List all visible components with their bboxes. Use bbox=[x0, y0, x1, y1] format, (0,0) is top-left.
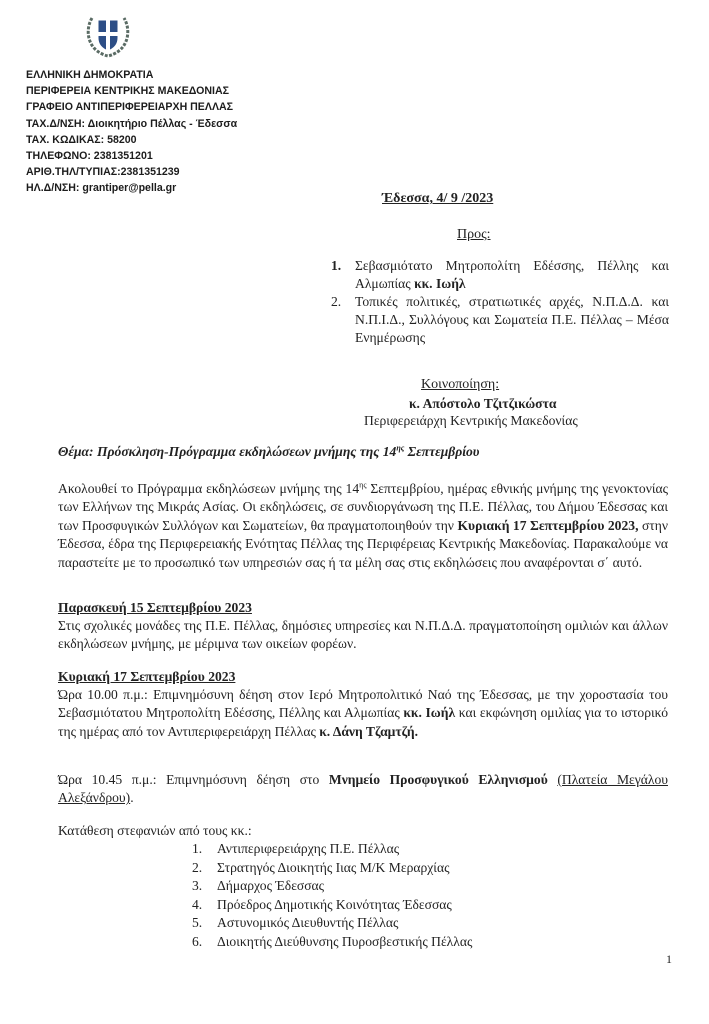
event2-space bbox=[548, 772, 558, 787]
wreath-number: 2. bbox=[192, 859, 203, 875]
wreath-item bbox=[192, 859, 472, 878]
header-address: ΤΑΧ.Δ/ΝΣΗ: Διοικητήριο Πέλλας - Έδεσσα bbox=[26, 117, 238, 130]
intro-text-1: Ακολουθεί το Πρόγραμμα εκδηλώσεων μνήμης της 14 bbox=[58, 481, 360, 496]
subject-suffix: Σεπτεμβρίου bbox=[404, 444, 480, 459]
wreath-text: Πρόεδρος Δημοτικής Κοινότητας Έδεσσας bbox=[217, 896, 452, 912]
wreath-text: Στρατηγός Διοικητής Ιιας Μ/Κ Μεραρχίας bbox=[217, 859, 450, 875]
intro-text-3: στην Έδεσσα, έδρα της Περιφερειακής Ενότητας Πέλλας της Περιφέρειας Κεντρικής Μακεδονίας. Παρακαλούμε να παραστείτε με το προσωπικό των υπηρεσιών σας ή τα μέλη σας στις εκδηλώσεις που αναφέρονται σ΄ αυτό. bbox=[58, 517, 668, 570]
recipient-text: Σεβασμιότατο Μητροπολίτη Εδέσσης, Πέλλης και Αλμωπίας bbox=[355, 258, 669, 291]
subject-sup: ης bbox=[396, 443, 405, 453]
intro-text-2: Σεπτεμβρίου, ημέρας εθνικής μνήμης της γενοκτονίας των Ελλήνων της Μικράς Ασίας. Οι εκδηλώσεις, σε συνδιοργάνωση της Π.Ε. Πέλλας, του Δήμου Έδεσσας και των Προσφυγικών Συλλόγων και Σωματείων, θα πραγματοποιηθούν την bbox=[58, 481, 668, 533]
event1-bold-1: κκ. Ιωήλ bbox=[403, 705, 456, 721]
wreath-text: Αστυνομικός Διευθυντής Πέλλας bbox=[217, 915, 399, 931]
recipient-number: 1. bbox=[331, 258, 342, 273]
event1-text-1: Ώρα 10.00 π.μ.: Επιμνημόσυνη δέηση στον Ιερό Μητροπολιτικό Ναό της Έδεσσας, με την χοροστασία του Σεβασμιότατου Μητροπολίτη Εδέσσης, Πέλλης και Αλμωπίας bbox=[58, 687, 668, 721]
sender-header bbox=[26, 67, 237, 197]
wreaths-intro: Κατάθεση στεφανιών από τους κκ.: bbox=[58, 823, 252, 838]
wreath-item bbox=[192, 933, 472, 952]
wreath-number: 4. bbox=[192, 896, 203, 912]
wreath-number: 5. bbox=[192, 915, 203, 931]
recipient-text: Τοπικές πολιτικές, στρατιωτικές αρχές, Ν.Π.Δ.Δ. και Ν.Π.Ι.Δ., Συλλόγους και Σωματεία Π.Ε. Πέλλας – Μέσα Ενημέρωσης bbox=[355, 294, 669, 345]
wreath-text: Αντιπεριφερειάρχης Π.Ε. Πέλλας bbox=[217, 841, 400, 856]
intro-paragraph bbox=[58, 480, 668, 572]
header-region: ΠΕΡΙΦΕΡΕΙΑ ΚΕΝΤΡΙΚΗΣ ΜΑΚΕΔΟΝΙΑΣ bbox=[26, 85, 229, 98]
subject-text: Θέμα: Πρόσκληση-Πρόγραμμα εκδηλώσεων μνήμης της 14 bbox=[58, 444, 397, 459]
friday-heading: Παρασκευή 15 Σεπτεμβρίου 2023 bbox=[58, 600, 252, 615]
greek-coat-of-arms-icon bbox=[84, 8, 132, 60]
sunday-heading: Κυριακή 17 Σεπτεμβρίου 2023 bbox=[58, 669, 236, 684]
wreath-number: 6. bbox=[192, 933, 203, 949]
recipient-number: 2. bbox=[331, 294, 342, 309]
event1-bold-2: κ. Δάνη Τζαμτζή. bbox=[319, 723, 419, 739]
document-date: Έδεσσα, 4/ 9 /2023 bbox=[382, 191, 494, 206]
to-label: Προς: bbox=[457, 227, 491, 242]
subject-line bbox=[58, 444, 479, 460]
page-number: 1 bbox=[666, 952, 672, 966]
wreath-item bbox=[192, 914, 472, 933]
intro-sup: ης bbox=[359, 480, 367, 490]
cc-name: κ. Απόστολο Τζιτζικώστα bbox=[409, 396, 557, 411]
wreaths-list bbox=[192, 840, 472, 952]
recipients-list bbox=[331, 257, 669, 347]
wreath-number: 3. bbox=[192, 878, 203, 894]
sunday-event-1 bbox=[58, 686, 668, 741]
header-phone: ΤΗΛΕΦΩΝΟ: 2381351201 bbox=[26, 150, 153, 163]
header-postal-code: ΤΑΧ. ΚΩΔΙΚΑΣ: 58200 bbox=[26, 133, 137, 146]
wreath-text: Διοικητής Διεύθυνσης Πυροσβεστικής Πέλλας bbox=[217, 933, 473, 949]
friday-paragraph: Στις σχολικές μονάδες της Π.Ε. Πέλλας, δημόσιες υπηρεσίες και Ν.Π.Δ.Δ. πραγματοποίηση ομιλιών και άλλων εκδηλώσεων μνήμης, με μέριμνα των οικείων φορέων. bbox=[58, 618, 668, 652]
wreath-item bbox=[192, 877, 472, 896]
recipient-item bbox=[331, 257, 669, 293]
intro-bold-date: Κυριακή 17 Σεπτεμβρίου 2023, bbox=[457, 517, 639, 533]
wreath-item bbox=[192, 896, 472, 915]
wreath-number: 1. bbox=[192, 841, 203, 856]
event2-location: (Πλατεία Μεγάλου Αλεξάνδρου) bbox=[58, 772, 668, 806]
header-office: ΓΡΑΦΕΙΟ ΑΝΤΙΠΕΡΙΦΕΡΕΙΑΡΧΗ ΠΕΛΛΑΣ bbox=[26, 101, 234, 114]
recipient-item bbox=[331, 293, 669, 347]
event1-text-2: και εκφώνηση ομιλίας για το ιστορικό της ημέρας από τον Αντιπεριφερειάρχη Πέλλας bbox=[58, 705, 668, 739]
sunday-event-2 bbox=[58, 771, 668, 808]
event2-bold: Μνημείο Προσφυγικού Ελληνισμού bbox=[328, 772, 548, 787]
header-email: ΗΛ.Δ/ΝΣΗ: grantiper@pella.gr bbox=[26, 182, 177, 195]
header-country: ΕΛΛΗΝΙΚΗ ΔΗΜΟΚΡΑΤΙΑ bbox=[26, 69, 154, 81]
recipient-bold: κκ. Ιωήλ bbox=[414, 276, 466, 291]
wreath-item bbox=[192, 840, 472, 859]
cc-role: Περιφερειάρχη Κεντρικής Μακεδονίας bbox=[364, 413, 578, 428]
wreath-text: Δήμαρχος Έδεσσας bbox=[217, 878, 325, 894]
event2-text-1: Ώρα 10.45 π.μ.: Επιμνημόσυνη δέηση στο bbox=[58, 772, 329, 787]
event2-period: . bbox=[130, 790, 134, 806]
header-fax: ΑΡΙΘ.ΤΗΛ/ΤΥΠΙΑΣ:2381351239 bbox=[26, 166, 180, 179]
cc-label: Κοινοποίηση: bbox=[421, 377, 500, 392]
